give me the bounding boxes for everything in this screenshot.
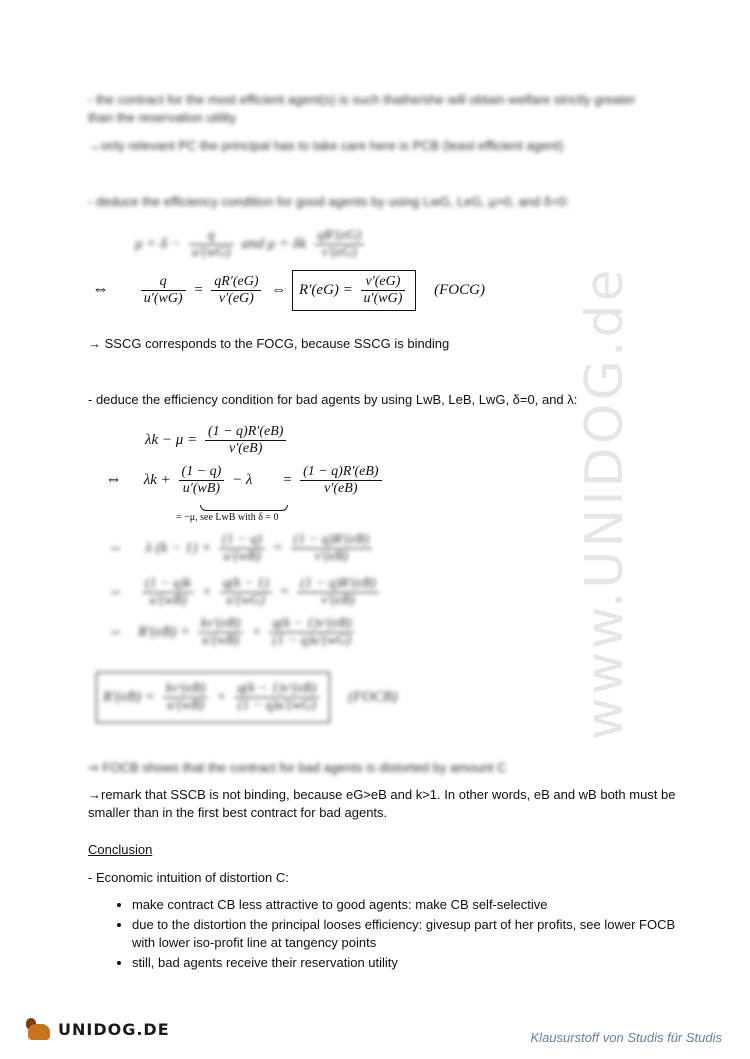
foc-good-equation: ⇔ $\frac{q}{u'(wG)}$ = $\frac{qR'(eG)}{v'(eG)}$ ⇔ R′(eG) = $\frac{v'(eG)}{u'(wG)}$ (FOCG) [92, 270, 485, 311]
underbrace [200, 505, 288, 511]
dog-icon [24, 1016, 54, 1042]
fraction-den: u′(wG) [143, 291, 183, 306]
fraction-num: (1 − q) [179, 464, 225, 481]
foc-good-label: (FOCG) [434, 281, 485, 298]
fraction-num: qR′(eG) [211, 274, 261, 291]
bad-agents-heading: - deduce the efficiency condition for bad agents by using LwB, LeB, LwG, δ=0, and λ: [88, 392, 578, 407]
list-item: • due to the distortion the principal looses efficiency: givesup part of her profits, see lower FOCB with lower iso-profit line at tangency points [132, 916, 692, 952]
blurred-equation: μ = δ − $\frac{q}{u'(wG)}$ and μ = δk $\frac{qR'(eG)}{v'(eG)}$ [135, 228, 368, 261]
minus-lambda: − λ [232, 471, 253, 488]
conclusion-heading: Conclusion [88, 842, 153, 857]
equals-sign: = [282, 471, 293, 488]
blurred-equation: ⇔ $\frac{(1 - q)k}{u'(wB)}$ + $\frac{q(k - 1)}{u'(wG)}$ = $\frac{(1 - q)R'(eB)}{v'(eB)}$ [108, 576, 383, 609]
blurred-line: than the reservation utility [88, 110, 237, 125]
blurred-line: ⇒ FOCB shows that the contract for bad agents is distorted by amount C [88, 760, 507, 775]
iff-symbol: ⇔ [92, 278, 109, 298]
iff-symbol: ⇔ [271, 281, 287, 298]
equation-lhs: λk − μ = [145, 431, 198, 448]
boxed-lhs: R′(eG) = [298, 281, 353, 298]
fraction-den: u′(wG) [363, 291, 403, 306]
fraction-den: u′(wB) [182, 481, 221, 496]
blurred-equation: ⇔ R′(eB) = $\frac{kv'(eB)}{u'(wB)}$ + $\frac{q(k - 1)v'(eB)}{(1 - q)u'(wG)}$ [108, 616, 358, 649]
fraction-num: (1 − q)R′(eB) [205, 424, 286, 441]
fraction-den: v′(eB) [228, 441, 263, 456]
sscb-remark-cont: smaller than in the first best contract for bad agents. [88, 805, 388, 820]
fraction-den: v′(eB) [324, 481, 358, 496]
fraction-num: q [141, 274, 186, 291]
intuition-line: - Economic intuition of distortion C: [88, 870, 289, 885]
list-item: • still, bad agents receive their reservation utility [132, 954, 692, 972]
unidog-logo [24, 1016, 170, 1042]
boxed-foc-good [292, 270, 416, 311]
watermark: www.UNIDOG.de [575, 266, 635, 740]
footer-tagline: Klausurstoff von Studis für Studis [530, 1030, 722, 1045]
fraction-num: v′(eG) [361, 274, 406, 291]
underbrace-note: = −μ, see LwB with δ = 0 [176, 512, 279, 523]
logo-text: UNIDOG.DE [58, 1019, 170, 1039]
blurred-line: →only relevant PC the principal has to take care here is PCB (least efficient agent) [88, 138, 564, 153]
underbrace-term [175, 464, 253, 497]
iff-symbol: ⇔ [105, 468, 122, 488]
blurred-boxed-foc-bad: R′(eB) = $\frac{kv'(eB)}{u'(wB)}$ + $\frac{q(k - 1)v'(eB)}{(1 - q)u'(wG)}$ (FOCB) [96, 672, 397, 723]
blurred-line: - deduce the efficiency condition for good agents by using LwG, LeG, μ>0, and δ=0: [88, 194, 570, 209]
bad-equation-row-2 [105, 464, 386, 497]
blurred-line: - the contract for the most efficient agent(s) is such thathe/she will obtain welfare strictly greater [88, 92, 636, 107]
equation-lhs: λk + [143, 471, 171, 488]
sscg-remark: → SSCG corresponds to the FOCG, because SSCG is binding [88, 336, 450, 351]
bad-equation-row-1 [145, 424, 290, 457]
list-item: • make contract CB less attractive to good agents: make CB self-selective [132, 896, 692, 914]
fraction-den: v′(eG) [218, 291, 254, 306]
blurred-equation: ⇔ λ (k − 1) + $\frac{(1 - q)}{u'(wB)}$ = $\frac{(1 - q)R'(eB)}{v'(eB)}$ [108, 532, 376, 565]
conclusion-bullets [110, 896, 692, 974]
sscb-remark: →remark that SSCB is not binding, because eG>eB and k>1. In other words, eB and wB both must be [88, 787, 676, 802]
fraction-num: (1 − q)R′(eB) [300, 464, 381, 481]
